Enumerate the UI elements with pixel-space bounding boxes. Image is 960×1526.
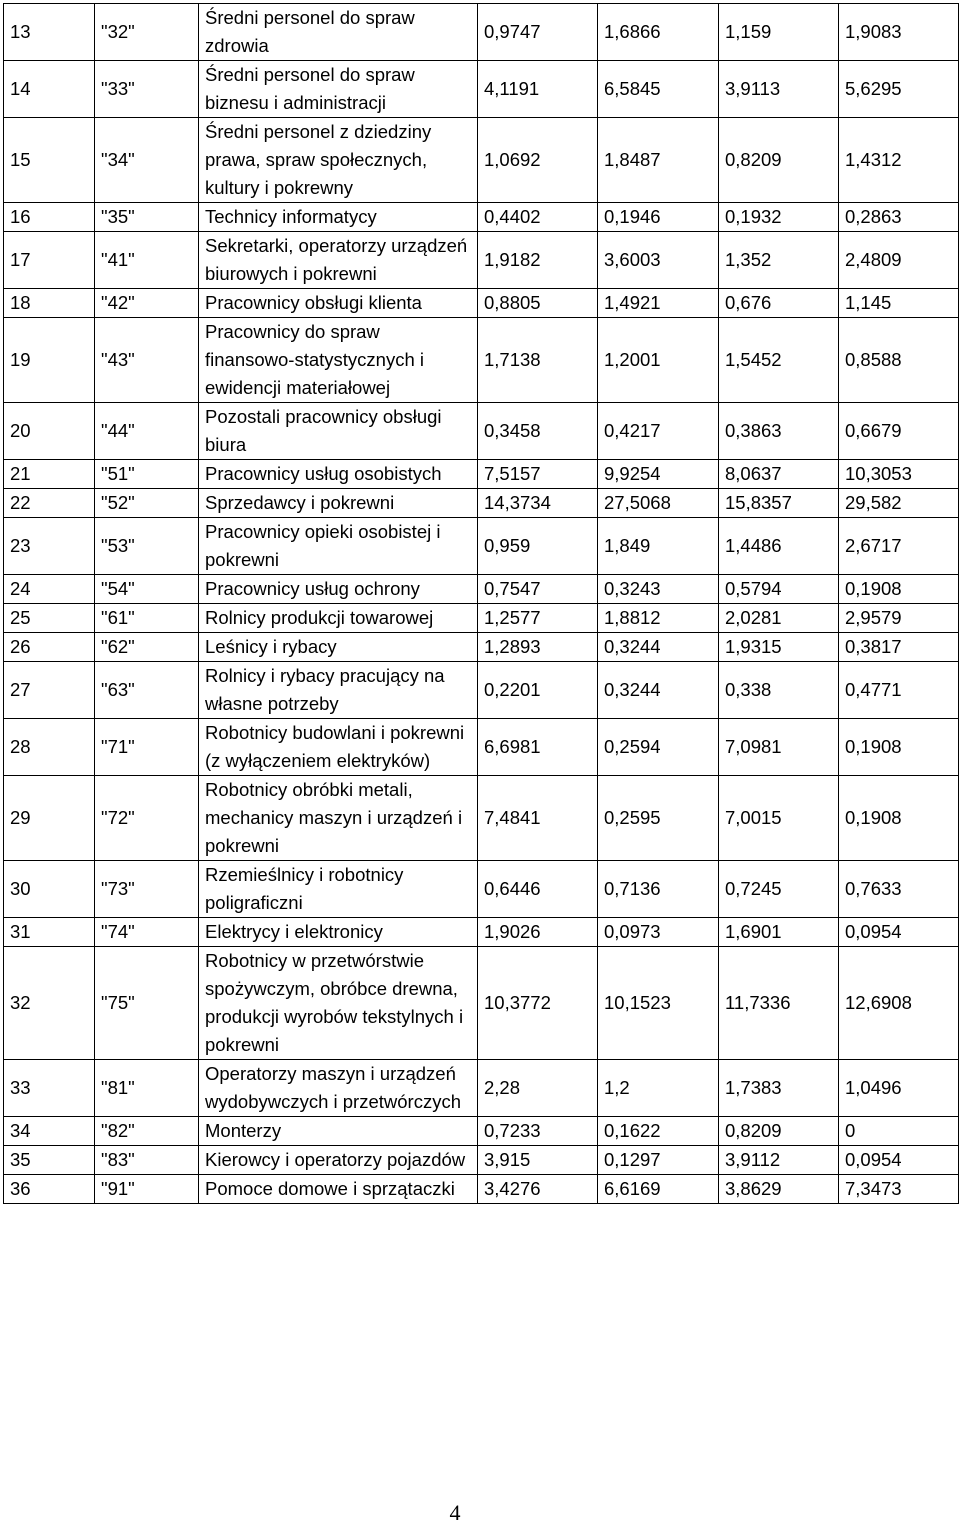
row-number-cell: 33 xyxy=(4,1060,95,1117)
value-3-cell: 1,4486 xyxy=(719,518,839,575)
value-1-cell: 7,5157 xyxy=(478,460,598,489)
occupation-name-cell: Pozostali pracownicy obsługi biura xyxy=(199,403,478,460)
value-3-cell: 1,159 xyxy=(719,4,839,61)
value-2-cell: 1,8812 xyxy=(598,604,719,633)
code-cell: "41" xyxy=(95,232,199,289)
value-3-cell: 1,9315 xyxy=(719,633,839,662)
value-1-cell: 0,7547 xyxy=(478,575,598,604)
row-number-cell: 32 xyxy=(4,947,95,1060)
row-number-cell: 19 xyxy=(4,318,95,403)
value-3-cell: 8,0637 xyxy=(719,460,839,489)
value-1-cell: 0,4402 xyxy=(478,203,598,232)
value-2-cell: 0,4217 xyxy=(598,403,719,460)
value-1-cell: 0,6446 xyxy=(478,861,598,918)
row-number-cell: 14 xyxy=(4,61,95,118)
row-number-cell: 36 xyxy=(4,1175,95,1204)
table-row xyxy=(4,719,959,776)
value-2-cell: 3,6003 xyxy=(598,232,719,289)
table-row xyxy=(4,575,959,604)
table-row xyxy=(4,604,959,633)
value-4-cell: 2,9579 xyxy=(839,604,959,633)
value-1-cell: 1,2577 xyxy=(478,604,598,633)
table-row xyxy=(4,460,959,489)
value-3-cell: 7,0015 xyxy=(719,776,839,861)
code-cell: "63" xyxy=(95,662,199,719)
table-row xyxy=(4,403,959,460)
value-3-cell: 0,338 xyxy=(719,662,839,719)
table-row xyxy=(4,232,959,289)
occupation-name-cell: Rzemieślnicy i robotnicy poligraficzni xyxy=(199,861,478,918)
code-cell: "72" xyxy=(95,776,199,861)
code-cell: "81" xyxy=(95,1060,199,1117)
value-3-cell: 0,5794 xyxy=(719,575,839,604)
value-4-cell: 0,1908 xyxy=(839,719,959,776)
row-number-cell: 16 xyxy=(4,203,95,232)
code-cell: "91" xyxy=(95,1175,199,1204)
value-3-cell: 0,676 xyxy=(719,289,839,318)
occupation-name-cell: Sekretarki, operatorzy urządzeń biurowych i pokrewni xyxy=(199,232,478,289)
code-cell: "34" xyxy=(95,118,199,203)
code-cell: "53" xyxy=(95,518,199,575)
value-4-cell: 12,6908 xyxy=(839,947,959,1060)
value-1-cell: 6,6981 xyxy=(478,719,598,776)
code-cell: "54" xyxy=(95,575,199,604)
code-cell: "61" xyxy=(95,604,199,633)
value-1-cell: 3,915 xyxy=(478,1146,598,1175)
value-3-cell: 15,8357 xyxy=(719,489,839,518)
occupation-name-cell: Sprzedawcy i pokrewni xyxy=(199,489,478,518)
table-row xyxy=(4,1060,959,1117)
value-4-cell: 0,8588 xyxy=(839,318,959,403)
table-row xyxy=(4,633,959,662)
value-4-cell: 1,9083 xyxy=(839,4,959,61)
value-2-cell: 1,4921 xyxy=(598,289,719,318)
code-cell: "62" xyxy=(95,633,199,662)
value-2-cell: 0,3244 xyxy=(598,662,719,719)
value-1-cell: 1,0692 xyxy=(478,118,598,203)
table-row xyxy=(4,4,959,61)
value-4-cell: 29,582 xyxy=(839,489,959,518)
table-row xyxy=(4,1175,959,1204)
row-number-cell: 25 xyxy=(4,604,95,633)
value-2-cell: 27,5068 xyxy=(598,489,719,518)
occupation-name-cell: Monterzy xyxy=(199,1117,478,1146)
value-1-cell: 0,959 xyxy=(478,518,598,575)
code-cell: "82" xyxy=(95,1117,199,1146)
table-row xyxy=(4,947,959,1060)
code-cell: "73" xyxy=(95,861,199,918)
value-3-cell: 7,0981 xyxy=(719,719,839,776)
value-4-cell: 0,1908 xyxy=(839,776,959,861)
code-cell: "83" xyxy=(95,1146,199,1175)
value-4-cell: 0,0954 xyxy=(839,918,959,947)
value-4-cell: 0,1908 xyxy=(839,575,959,604)
value-3-cell: 3,9112 xyxy=(719,1146,839,1175)
code-cell: "33" xyxy=(95,61,199,118)
table-row xyxy=(4,776,959,861)
row-number-cell: 21 xyxy=(4,460,95,489)
value-2-cell: 6,5845 xyxy=(598,61,719,118)
row-number-cell: 17 xyxy=(4,232,95,289)
table-row xyxy=(4,918,959,947)
occupation-name-cell: Rolnicy produkcji towarowej xyxy=(199,604,478,633)
table-row xyxy=(4,518,959,575)
value-2-cell: 0,7136 xyxy=(598,861,719,918)
value-3-cell: 1,7383 xyxy=(719,1060,839,1117)
row-number-cell: 30 xyxy=(4,861,95,918)
row-number-cell: 22 xyxy=(4,489,95,518)
value-2-cell: 6,6169 xyxy=(598,1175,719,1204)
value-2-cell: 0,3244 xyxy=(598,633,719,662)
code-cell: "43" xyxy=(95,318,199,403)
value-1-cell: 0,8805 xyxy=(478,289,598,318)
value-2-cell: 10,1523 xyxy=(598,947,719,1060)
value-1-cell: 0,2201 xyxy=(478,662,598,719)
code-cell: "74" xyxy=(95,918,199,947)
value-4-cell: 1,145 xyxy=(839,289,959,318)
value-1-cell: 1,2893 xyxy=(478,633,598,662)
row-number-cell: 20 xyxy=(4,403,95,460)
code-cell: "52" xyxy=(95,489,199,518)
row-number-cell: 15 xyxy=(4,118,95,203)
value-2-cell: 1,2001 xyxy=(598,318,719,403)
value-3-cell: 0,8209 xyxy=(719,118,839,203)
table-row xyxy=(4,203,959,232)
occupation-name-cell: Pracownicy usług ochrony xyxy=(199,575,478,604)
row-number-cell: 28 xyxy=(4,719,95,776)
value-4-cell: 0,0954 xyxy=(839,1146,959,1175)
occupation-name-cell: Pracownicy usług osobistych xyxy=(199,460,478,489)
table-row xyxy=(4,489,959,518)
value-2-cell: 0,3243 xyxy=(598,575,719,604)
code-cell: "71" xyxy=(95,719,199,776)
value-4-cell: 1,0496 xyxy=(839,1060,959,1117)
occupation-name-cell: Robotnicy obróbki metali, mechanicy maszyn i urządzeń i pokrewni xyxy=(199,776,478,861)
value-4-cell: 0,7633 xyxy=(839,861,959,918)
value-4-cell: 0,2863 xyxy=(839,203,959,232)
code-cell: "51" xyxy=(95,460,199,489)
value-2-cell: 9,9254 xyxy=(598,460,719,489)
value-3-cell: 1,352 xyxy=(719,232,839,289)
occupation-name-cell: Robotnicy w przetwórstwie spożywczym, obróbce drewna, produkcji wyrobów tekstylnych i pokrewni xyxy=(199,947,478,1060)
value-4-cell: 5,6295 xyxy=(839,61,959,118)
row-number-cell: 31 xyxy=(4,918,95,947)
value-4-cell: 10,3053 xyxy=(839,460,959,489)
value-4-cell: 0,6679 xyxy=(839,403,959,460)
code-cell: "42" xyxy=(95,289,199,318)
value-2-cell: 0,1297 xyxy=(598,1146,719,1175)
occupation-name-cell: Kierowcy i operatorzy pojazdów xyxy=(199,1146,478,1175)
occupation-name-cell: Pracownicy obsługi klienta xyxy=(199,289,478,318)
value-4-cell: 2,4809 xyxy=(839,232,959,289)
row-number-cell: 27 xyxy=(4,662,95,719)
value-2-cell: 0,1946 xyxy=(598,203,719,232)
row-number-cell: 13 xyxy=(4,4,95,61)
occupation-name-cell: Robotnicy budowlani i pokrewni (z wyłączeniem elektryków) xyxy=(199,719,478,776)
value-1-cell: 0,7233 xyxy=(478,1117,598,1146)
value-3-cell: 0,7245 xyxy=(719,861,839,918)
value-2-cell: 1,8487 xyxy=(598,118,719,203)
value-4-cell: 7,3473 xyxy=(839,1175,959,1204)
table-body xyxy=(4,4,959,1204)
value-4-cell: 0 xyxy=(839,1117,959,1146)
value-3-cell: 1,6901 xyxy=(719,918,839,947)
value-4-cell: 2,6717 xyxy=(839,518,959,575)
row-number-cell: 34 xyxy=(4,1117,95,1146)
page-number: 4 xyxy=(449,1500,461,1525)
value-3-cell: 11,7336 xyxy=(719,947,839,1060)
value-4-cell: 0,3817 xyxy=(839,633,959,662)
row-number-cell: 35 xyxy=(4,1146,95,1175)
value-1-cell: 2,28 xyxy=(478,1060,598,1117)
value-3-cell: 0,1932 xyxy=(719,203,839,232)
value-1-cell: 7,4841 xyxy=(478,776,598,861)
occupation-name-cell: Operatorzy maszyn i urządzeń wydobywczych i przetwórczych xyxy=(199,1060,478,1117)
value-1-cell: 1,9026 xyxy=(478,918,598,947)
value-2-cell: 1,6866 xyxy=(598,4,719,61)
table-row xyxy=(4,61,959,118)
value-2-cell: 1,2 xyxy=(598,1060,719,1117)
table-row xyxy=(4,118,959,203)
value-1-cell: 10,3772 xyxy=(478,947,598,1060)
value-4-cell: 0,4771 xyxy=(839,662,959,719)
occupation-name-cell: Średni personel do spraw zdrowia xyxy=(199,4,478,61)
code-cell: "44" xyxy=(95,403,199,460)
code-cell: "75" xyxy=(95,947,199,1060)
table-row xyxy=(4,861,959,918)
table-row xyxy=(4,318,959,403)
value-3-cell: 2,0281 xyxy=(719,604,839,633)
table-row xyxy=(4,1146,959,1175)
value-2-cell: 0,0973 xyxy=(598,918,719,947)
table-row xyxy=(4,1117,959,1146)
value-3-cell: 0,3863 xyxy=(719,403,839,460)
occupation-name-cell: Rolnicy i rybacy pracujący na własne potrzeby xyxy=(199,662,478,719)
value-1-cell: 14,3734 xyxy=(478,489,598,518)
value-3-cell: 3,9113 xyxy=(719,61,839,118)
value-3-cell: 0,8209 xyxy=(719,1117,839,1146)
code-cell: "32" xyxy=(95,4,199,61)
value-4-cell: 1,4312 xyxy=(839,118,959,203)
occupation-name-cell: Średni personel do spraw biznesu i administracji xyxy=(199,61,478,118)
value-1-cell: 0,9747 xyxy=(478,4,598,61)
occupation-name-cell: Pomoce domowe i sprzątaczki xyxy=(199,1175,478,1204)
code-cell: "35" xyxy=(95,203,199,232)
value-2-cell: 0,1622 xyxy=(598,1117,719,1146)
table-row xyxy=(4,289,959,318)
value-2-cell: 0,2595 xyxy=(598,776,719,861)
table-row xyxy=(4,662,959,719)
value-1-cell: 3,4276 xyxy=(478,1175,598,1204)
row-number-cell: 24 xyxy=(4,575,95,604)
value-3-cell: 3,8629 xyxy=(719,1175,839,1204)
value-3-cell: 1,5452 xyxy=(719,318,839,403)
value-2-cell: 1,849 xyxy=(598,518,719,575)
occupation-name-cell: Leśnicy i rybacy xyxy=(199,633,478,662)
value-1-cell: 0,3458 xyxy=(478,403,598,460)
occupation-name-cell: Technicy informatycy xyxy=(199,203,478,232)
value-1-cell: 4,1191 xyxy=(478,61,598,118)
occupation-name-cell: Pracownicy do spraw finansowo-statystycznych i ewidencji materiałowej xyxy=(199,318,478,403)
occupation-name-cell: Średni personel z dziedziny prawa, spraw społecznych, kultury i pokrewny xyxy=(199,118,478,203)
row-number-cell: 23 xyxy=(4,518,95,575)
value-1-cell: 1,9182 xyxy=(478,232,598,289)
occupation-table xyxy=(3,3,959,1204)
row-number-cell: 29 xyxy=(4,776,95,861)
value-2-cell: 0,2594 xyxy=(598,719,719,776)
row-number-cell: 18 xyxy=(4,289,95,318)
occupation-name-cell: Pracownicy opieki osobistej i pokrewni xyxy=(199,518,478,575)
value-1-cell: 1,7138 xyxy=(478,318,598,403)
row-number-cell: 26 xyxy=(4,633,95,662)
occupation-name-cell: Elektrycy i elektronicy xyxy=(199,918,478,947)
